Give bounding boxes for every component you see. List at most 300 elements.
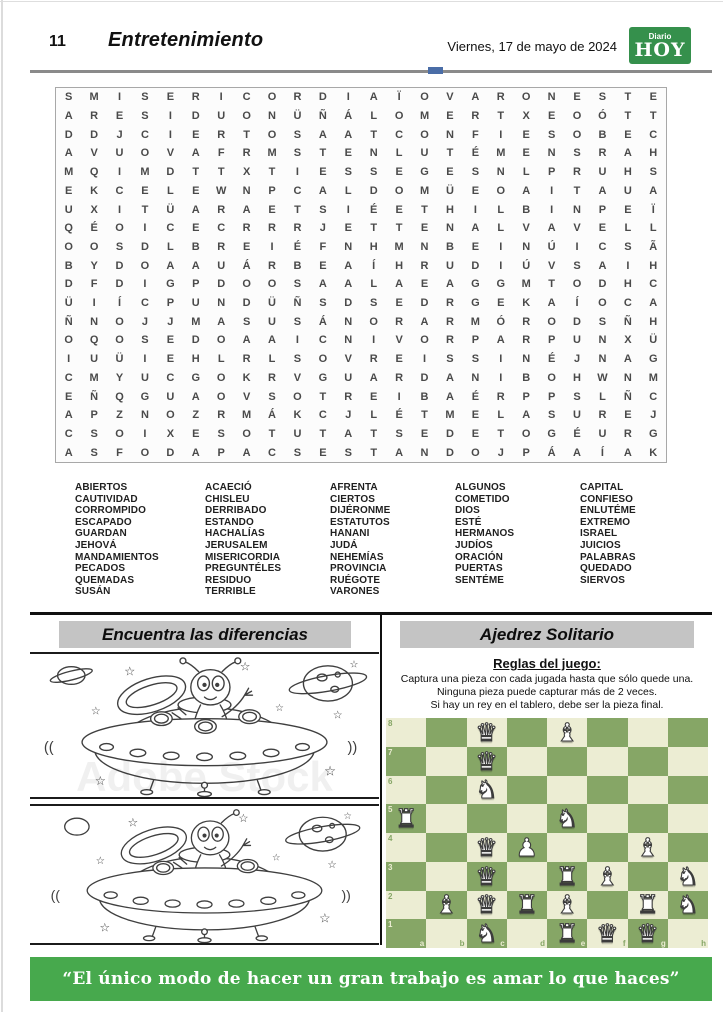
grid-letter: R: [217, 203, 226, 216]
grid-letter: E: [344, 147, 352, 160]
grid-letter: A: [191, 147, 200, 160]
grid-letter: Z: [116, 409, 123, 422]
grid-letter: R: [268, 259, 276, 272]
grid-letter: R: [242, 222, 251, 235]
grid-letter: A: [547, 297, 556, 310]
grid-letter: I: [499, 259, 503, 272]
grid-letter: U: [90, 353, 99, 366]
grid-letter: A: [344, 128, 353, 141]
grid-letter: P: [598, 203, 607, 216]
white-rook-icon: ♜: [394, 804, 418, 834]
grid-letter: N: [522, 353, 531, 366]
grid-letter: S: [471, 353, 480, 366]
grid-letter: L: [497, 203, 505, 216]
grid-letter: Ñ: [318, 110, 327, 123]
grid-letter: E: [420, 427, 429, 440]
grid-letter: D: [166, 166, 175, 179]
board-square-f3: [587, 862, 627, 891]
file-label: b: [459, 939, 465, 948]
grid-letter: N: [344, 240, 353, 253]
grid-letter: O: [267, 278, 277, 291]
file-label: g: [660, 939, 666, 948]
grid-letter: A: [64, 409, 73, 422]
board-square-b2: [426, 891, 466, 920]
word-list-column-3: [330, 482, 455, 598]
word-list-item: HERMANOS: [455, 528, 515, 540]
blue-marker: [428, 67, 443, 74]
grid-letter: O: [216, 371, 226, 384]
grid-letter: A: [268, 334, 276, 347]
grid-letter: D: [115, 259, 124, 272]
grid-letter: M: [242, 409, 252, 422]
grid-letter: Ó: [598, 110, 607, 123]
word-list-item: DIJÉRONME: [330, 505, 391, 517]
grid-letter: X: [624, 334, 632, 347]
board-square-a6: [386, 776, 426, 805]
grid-letter: B: [191, 240, 200, 253]
word-list-item: AFRENTA: [330, 482, 378, 493]
board-square-b8: [426, 718, 466, 747]
grid-letter: M: [89, 371, 99, 384]
grid-letter: O: [598, 297, 607, 310]
grid-letter: N: [598, 353, 607, 366]
grid-letter: T: [446, 147, 454, 160]
grid-letter: M: [445, 409, 455, 422]
white-pawn-icon: ♟: [515, 832, 539, 862]
grid-letter: Ñ: [623, 315, 632, 328]
grid-letter: M: [648, 371, 658, 384]
grid-letter: A: [573, 446, 581, 459]
grid-letter: E: [395, 166, 403, 179]
grid-letter: C: [64, 371, 73, 384]
grid-letter: E: [471, 184, 480, 197]
grid-letter: U: [598, 166, 607, 179]
grid-letter: R: [268, 222, 276, 235]
word-list-item: GUARDAN: [75, 528, 127, 540]
word-list-column-1: [75, 482, 205, 598]
grid-letter: É: [90, 222, 98, 235]
bottom-section: [30, 615, 712, 949]
grid-letter: E: [192, 222, 200, 235]
grid-letter: A: [522, 184, 531, 197]
rank-label: 4: [388, 834, 393, 843]
differences-title: Encuentra las diferencias: [59, 621, 351, 648]
grid-letter: J: [345, 409, 352, 422]
grid-letter: A: [420, 315, 429, 328]
grid-letter: V: [522, 222, 530, 235]
grid-letter: A: [547, 222, 556, 235]
grid-letter: X: [242, 166, 251, 179]
grid-letter: C: [242, 91, 251, 104]
grid-letter: T: [217, 166, 225, 179]
grid-letter: S: [573, 259, 581, 272]
word-list-item: SIERVOS: [580, 574, 625, 586]
grid-letter: Í: [372, 259, 376, 272]
grid-letter: A: [344, 427, 353, 440]
grid-letter: E: [471, 427, 480, 440]
word-list-item: JEHOVÁ: [75, 539, 117, 551]
word-list-item: TERRIBLE: [205, 586, 256, 598]
grid-letter: R: [369, 353, 378, 366]
board-square-a3: [386, 862, 426, 891]
grid-letter: C: [395, 128, 404, 141]
board-square-d5: [507, 804, 547, 833]
grid-letter: B: [420, 390, 429, 403]
grid-letter: Í: [575, 297, 579, 310]
grid-letter: L: [370, 110, 378, 123]
grid-letter: U: [598, 427, 607, 440]
grid-letter: S: [268, 390, 276, 403]
word-list-item: SUSÁN: [75, 586, 111, 598]
grid-letter: A: [395, 446, 404, 459]
word-list-column-5: [580, 482, 692, 598]
ufo-illustration-1: [30, 652, 379, 799]
white-knight-icon: ♞: [475, 775, 498, 805]
grid-letter: B: [293, 259, 302, 272]
board-square-a5: [386, 804, 426, 833]
grid-letter: P: [192, 278, 200, 291]
word-list-item: ESTÉ: [455, 516, 482, 528]
grid-letter: O: [572, 278, 582, 291]
board-square-b7: [426, 747, 466, 776]
grid-letter: E: [598, 222, 607, 235]
grid-letter: C: [64, 427, 73, 440]
board-square-f4: [587, 833, 627, 862]
grid-letter: C: [318, 409, 327, 422]
board-square-c3: [467, 862, 507, 891]
grid-letter: S: [90, 427, 98, 440]
grid-letter: A: [623, 147, 632, 160]
grid-letter: P: [90, 409, 98, 422]
grid-letter: T: [243, 128, 250, 141]
grid-letter: A: [598, 184, 607, 197]
grid-letter: N: [344, 334, 353, 347]
grid-letter: O: [369, 315, 378, 328]
grid-letter: S: [293, 278, 302, 291]
grid-letter: C: [166, 371, 175, 384]
board-square-c1: [467, 919, 507, 948]
grid-letter: D: [344, 297, 353, 310]
grid-letter: R: [242, 353, 251, 366]
grid-letter: J: [141, 315, 148, 328]
grid-letter: J: [497, 446, 504, 459]
grid-letter: V: [242, 390, 251, 403]
grid-letter: V: [90, 147, 98, 160]
grid-letter: D: [242, 297, 251, 310]
grid-letter: I: [143, 353, 147, 366]
grid-letter: R: [471, 110, 480, 123]
grid-letter: E: [65, 184, 73, 197]
grid-letter: D: [445, 446, 454, 459]
grid-letter: C: [649, 128, 658, 141]
grid-letter: N: [623, 371, 632, 384]
grid-letter: S: [319, 297, 327, 310]
grid-letter: O: [115, 222, 124, 235]
board-square-e3: [547, 862, 587, 891]
grid-letter: A: [471, 222, 480, 235]
grid-letter: I: [346, 203, 350, 216]
grid-letter: T: [141, 203, 149, 216]
grid-letter: J: [650, 409, 657, 422]
grid-letter: S: [598, 91, 607, 104]
word-list-item: ALGUNOS: [455, 482, 506, 493]
grid-letter: É: [471, 147, 480, 160]
rank-label: 8: [388, 719, 393, 728]
grid-letter: H: [395, 259, 404, 272]
grid-letter: E: [624, 128, 632, 141]
grid-letter: L: [395, 147, 403, 160]
grid-letter: T: [573, 184, 581, 197]
grid-letter: D: [64, 128, 73, 141]
grid-letter: B: [64, 259, 73, 272]
grid-letter: E: [420, 278, 429, 291]
grid-letter: D: [598, 278, 607, 291]
grid-letter: O: [242, 427, 251, 440]
grid-letter: H: [649, 259, 658, 272]
grid-letter: I: [168, 128, 172, 141]
grid-letter: S: [293, 353, 302, 366]
grid-letter: M: [470, 315, 480, 328]
word-list-item: ABIERTOS: [75, 482, 128, 493]
grid-letter: O: [572, 110, 582, 123]
grid-letter: N: [547, 147, 556, 160]
grid-letter: T: [395, 222, 403, 235]
grid-letter: U: [344, 371, 353, 384]
white-rook-icon: ♜: [515, 890, 539, 920]
grid-letter: H: [369, 240, 378, 253]
grid-letter: N: [420, 446, 429, 459]
ufo-illustration-2: [30, 804, 379, 945]
grid-letter: S: [547, 409, 556, 422]
grid-letter: X: [90, 203, 98, 216]
grid-letter: O: [420, 128, 429, 141]
grid-letter: C: [598, 240, 607, 253]
grid-letter: Á: [242, 259, 251, 272]
grid-letter: C: [140, 297, 149, 310]
grid-letter: O: [64, 334, 73, 347]
grid-letter: G: [166, 278, 175, 291]
grid-letter: Ñ: [90, 390, 99, 403]
grid-letter: K: [522, 297, 531, 310]
grid-letter: A: [318, 278, 327, 291]
word-list-item: ISRAEL: [580, 528, 618, 540]
grid-letter: U: [166, 390, 175, 403]
quote-text: “El único modo de hacer un gran trabajo es amar lo que haces”: [62, 969, 680, 989]
grid-letter: N: [445, 222, 454, 235]
grid-letter: T: [497, 427, 505, 440]
grid-letter: Ñ: [293, 297, 302, 310]
board-square-h5: [668, 804, 708, 833]
grid-letter: O: [89, 240, 99, 253]
board-square-g6: [628, 776, 668, 805]
grid-letter: R: [623, 427, 632, 440]
grid-letter: R: [344, 390, 353, 403]
grid-letter: H: [623, 166, 632, 179]
grid-letter: M: [140, 166, 150, 179]
grid-letter: É: [573, 427, 581, 440]
board-square-h4: [668, 833, 708, 862]
grid-letter: V: [293, 371, 302, 384]
grid-letter: N: [573, 203, 581, 216]
grid-letter: K: [242, 371, 251, 384]
grid-letter: F: [217, 147, 225, 160]
board-square-e1: [547, 919, 587, 948]
grid-letter: P: [547, 166, 556, 179]
grid-letter: B: [598, 128, 607, 141]
grid-letter: S: [65, 91, 73, 104]
word-list-item: DIOS: [455, 505, 480, 517]
word-list-item: JUDÍOS: [455, 539, 493, 551]
grid-letter: G: [318, 371, 328, 384]
grid-letter: A: [191, 390, 200, 403]
newspaper-logo: [629, 27, 691, 64]
grid-letter: C: [623, 297, 632, 310]
grid-letter: Q: [64, 222, 73, 235]
word-list-item: DERRIBADO: [205, 505, 267, 517]
grid-letter: O: [394, 184, 404, 197]
grid-letter: I: [118, 166, 122, 179]
grid-letter: I: [118, 203, 122, 216]
grid-letter: O: [293, 390, 302, 403]
grid-letter: R: [445, 334, 454, 347]
grid-letter: I: [346, 91, 350, 104]
grid-letter: O: [64, 240, 73, 253]
grid-letter: D: [420, 297, 429, 310]
grid-letter: T: [649, 110, 657, 123]
word-list-column-4: [455, 482, 580, 598]
grid-letter: I: [67, 353, 71, 366]
grid-letter: É: [395, 409, 403, 422]
white-queen-icon: ♛: [475, 890, 498, 920]
grid-letter: P: [217, 446, 225, 459]
grid-letter: X: [522, 110, 530, 123]
grid-letter: L: [497, 222, 505, 235]
word-list-item: PROVINCIA: [330, 563, 387, 575]
grid-letter: D: [140, 240, 149, 253]
grid-letter: H: [623, 278, 632, 291]
grid-letter: Ï: [397, 91, 401, 104]
board-square-g5: [628, 804, 668, 833]
grid-letter: F: [90, 278, 98, 291]
grid-letter: T: [370, 446, 378, 459]
grid-letter: M: [191, 315, 201, 328]
grid-letter: N: [598, 334, 607, 347]
grid-letter: I: [372, 334, 376, 347]
grid-letter: O: [166, 409, 175, 422]
grid-letter: Y: [115, 371, 124, 384]
grid-letter: I: [575, 240, 579, 253]
grid-letter: Á: [344, 110, 353, 123]
grid-letter: A: [64, 147, 73, 160]
grid-letter: V: [344, 353, 352, 366]
board-square-e5: [547, 804, 587, 833]
grid-letter: D: [471, 259, 480, 272]
board-square-g1: [628, 919, 668, 948]
grid-letter: T: [624, 110, 632, 123]
rules-text: [382, 673, 712, 712]
grid-letter: T: [192, 166, 200, 179]
grid-letter: O: [521, 91, 531, 104]
board-square-h3: [668, 862, 708, 891]
grid-letter: K: [649, 446, 658, 459]
grid-letter: A: [166, 259, 175, 272]
grid-letter: Ó: [496, 315, 506, 328]
grid-letter: É: [293, 240, 302, 253]
grid-letter: E: [446, 110, 454, 123]
board-square-e6: [547, 776, 587, 805]
grid-letter: R: [395, 371, 404, 384]
grid-letter: S: [573, 390, 581, 403]
white-rook-icon: ♜: [555, 861, 579, 891]
white-knight-icon: ♞: [555, 804, 579, 834]
white-knight-icon: ♞: [676, 861, 700, 891]
grid-letter: E: [446, 166, 454, 179]
board-square-a7: [386, 747, 426, 776]
grid-letter: S: [395, 427, 403, 440]
grid-letter: L: [344, 184, 352, 197]
word-list-item: NEHEMÍAS: [330, 551, 384, 563]
grid-letter: É: [370, 203, 378, 216]
grid-letter: T: [370, 128, 378, 141]
grid-letter: R: [573, 166, 581, 179]
rank-label: 5: [388, 805, 393, 815]
rules-heading: Reglas del juego:: [493, 656, 601, 671]
rule-line-3: Si hay un rey en el tablero, debe ser la pieza final.: [430, 699, 664, 711]
grid-letter: I: [499, 353, 503, 366]
grid-letter: L: [599, 390, 606, 403]
grid-letter: G: [471, 297, 480, 310]
grid-letter: O: [115, 315, 124, 328]
grid-letter: O: [140, 446, 150, 459]
grid-letter: Í: [118, 297, 122, 310]
grid-letter: E: [166, 334, 175, 347]
white-bishop-icon: ♝: [636, 832, 659, 862]
grid-letter: É: [547, 353, 556, 366]
grid-letter: I: [295, 166, 299, 179]
grid-letter: H: [191, 353, 200, 366]
grid-letter: Ñ: [64, 315, 73, 328]
grid-letter: M: [64, 166, 74, 179]
grid-letter: Y: [90, 259, 98, 272]
grid-letter: E: [547, 110, 556, 123]
white-queen-icon: ♛: [475, 717, 498, 747]
grid-letter: E: [166, 91, 175, 104]
grid-letter: A: [496, 334, 505, 347]
grid-letter: A: [623, 353, 632, 366]
grid-letter: U: [140, 371, 149, 384]
board-square-b5: [426, 804, 466, 833]
grid-letter: B: [445, 240, 454, 253]
file-label: d: [540, 939, 545, 948]
grid-letter: C: [318, 334, 327, 347]
board-square-f6: [587, 776, 627, 805]
board-square-c6: [467, 776, 507, 805]
chess-title: Ajedrez Solitario: [400, 621, 694, 648]
grid-letter: Ú: [547, 240, 556, 253]
grid-letter: V: [166, 147, 175, 160]
grid-letter: M: [89, 91, 99, 104]
grid-letter: R: [293, 222, 302, 235]
grid-letter: S: [370, 297, 378, 310]
file-label: f: [622, 939, 626, 948]
word-list-item: HACHALÍAS: [205, 528, 265, 540]
page-number: 11: [49, 33, 66, 50]
differences-section: [30, 615, 382, 945]
grid-letter: I: [499, 128, 503, 141]
board-square-f2: [587, 891, 627, 920]
grid-letter: E: [141, 184, 149, 197]
grid-letter: O: [420, 334, 429, 347]
